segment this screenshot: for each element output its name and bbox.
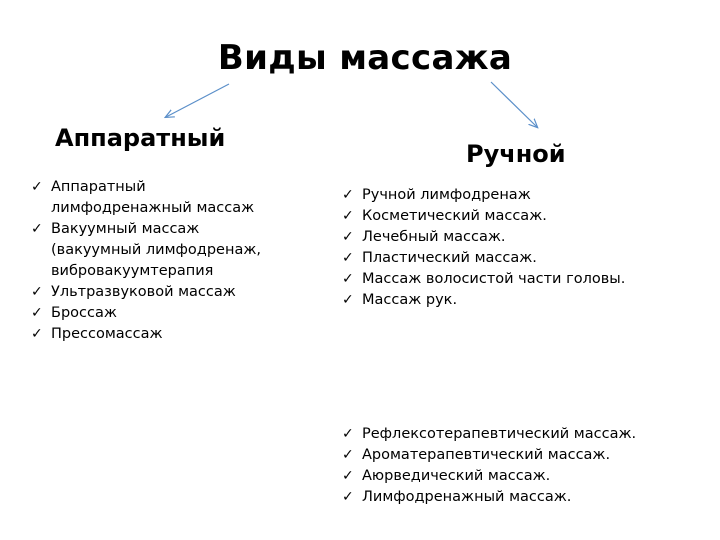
checkmark-icon: ✓ [342,187,354,203]
list-item [31,282,266,303]
checkmark-icon: ✓ [342,489,354,505]
list-item-text: Броссаж [51,305,117,321]
checkmark-icon: ✓ [31,179,43,195]
manual-list-top [342,185,702,311]
list-item-text: Вакуумный массаж (вакуумный лимфодренаж, вибровакуумтерапия [51,221,261,279]
checkmark-icon: ✓ [342,208,354,224]
checkmark-icon: ✓ [342,468,354,484]
list-item [342,424,702,445]
list-item-text: Ультразвуковой массаж [51,284,236,300]
checkmark-icon: ✓ [342,447,354,463]
checkmark-icon: ✓ [31,284,43,300]
heading-apparatus: Аппаратный [55,124,226,152]
diagram-title: Виды массажа [217,38,513,78]
checkmark-icon: ✓ [342,271,354,287]
list-item-text: Аппаратный лимфодренажный массаж [51,179,255,216]
list-item-text: Лечебный массаж. [362,229,506,245]
list-item-text: Аюрведический массаж. [362,468,551,484]
list-item [342,248,702,269]
list-item-text: Лимфодренажный массаж. [362,489,572,505]
checkmark-icon: ✓ [31,326,43,342]
list-item [342,445,702,466]
apparatus-list [31,177,266,345]
list-item-text: Пластический массаж. [362,250,537,266]
list-item-text: Ароматерапевтический массаж. [362,447,611,463]
list-item-text: Массаж рук. [362,292,458,308]
list-item [31,219,266,282]
checkmark-icon: ✓ [342,229,354,245]
list-item [31,303,266,324]
list-item-text: Косметический массаж. [362,208,547,224]
heading-manual: Ручной [466,140,566,168]
list-item-text: Рефлексотерапевтический массаж. [362,426,637,442]
checkmark-icon: ✓ [342,426,354,442]
arrow-right [491,82,537,127]
checkmark-icon: ✓ [31,221,43,237]
list-item-text: Ручной лимфодренаж [362,187,531,203]
manual-list-bottom [342,424,702,508]
list-item [342,206,702,227]
list-item-text: Прессомассаж [51,326,163,342]
list-item [31,324,266,345]
list-item [342,466,702,487]
list-item [342,487,702,508]
checkmark-icon: ✓ [342,250,354,266]
checkmark-icon: ✓ [342,292,354,308]
arrow-left [166,84,229,117]
list-item [342,290,702,311]
list-item [342,269,702,290]
list-item [342,227,702,248]
list-item-text: Массаж волосистой части головы. [362,271,626,287]
list-item [342,185,702,206]
list-item [31,177,266,219]
checkmark-icon: ✓ [31,305,43,321]
